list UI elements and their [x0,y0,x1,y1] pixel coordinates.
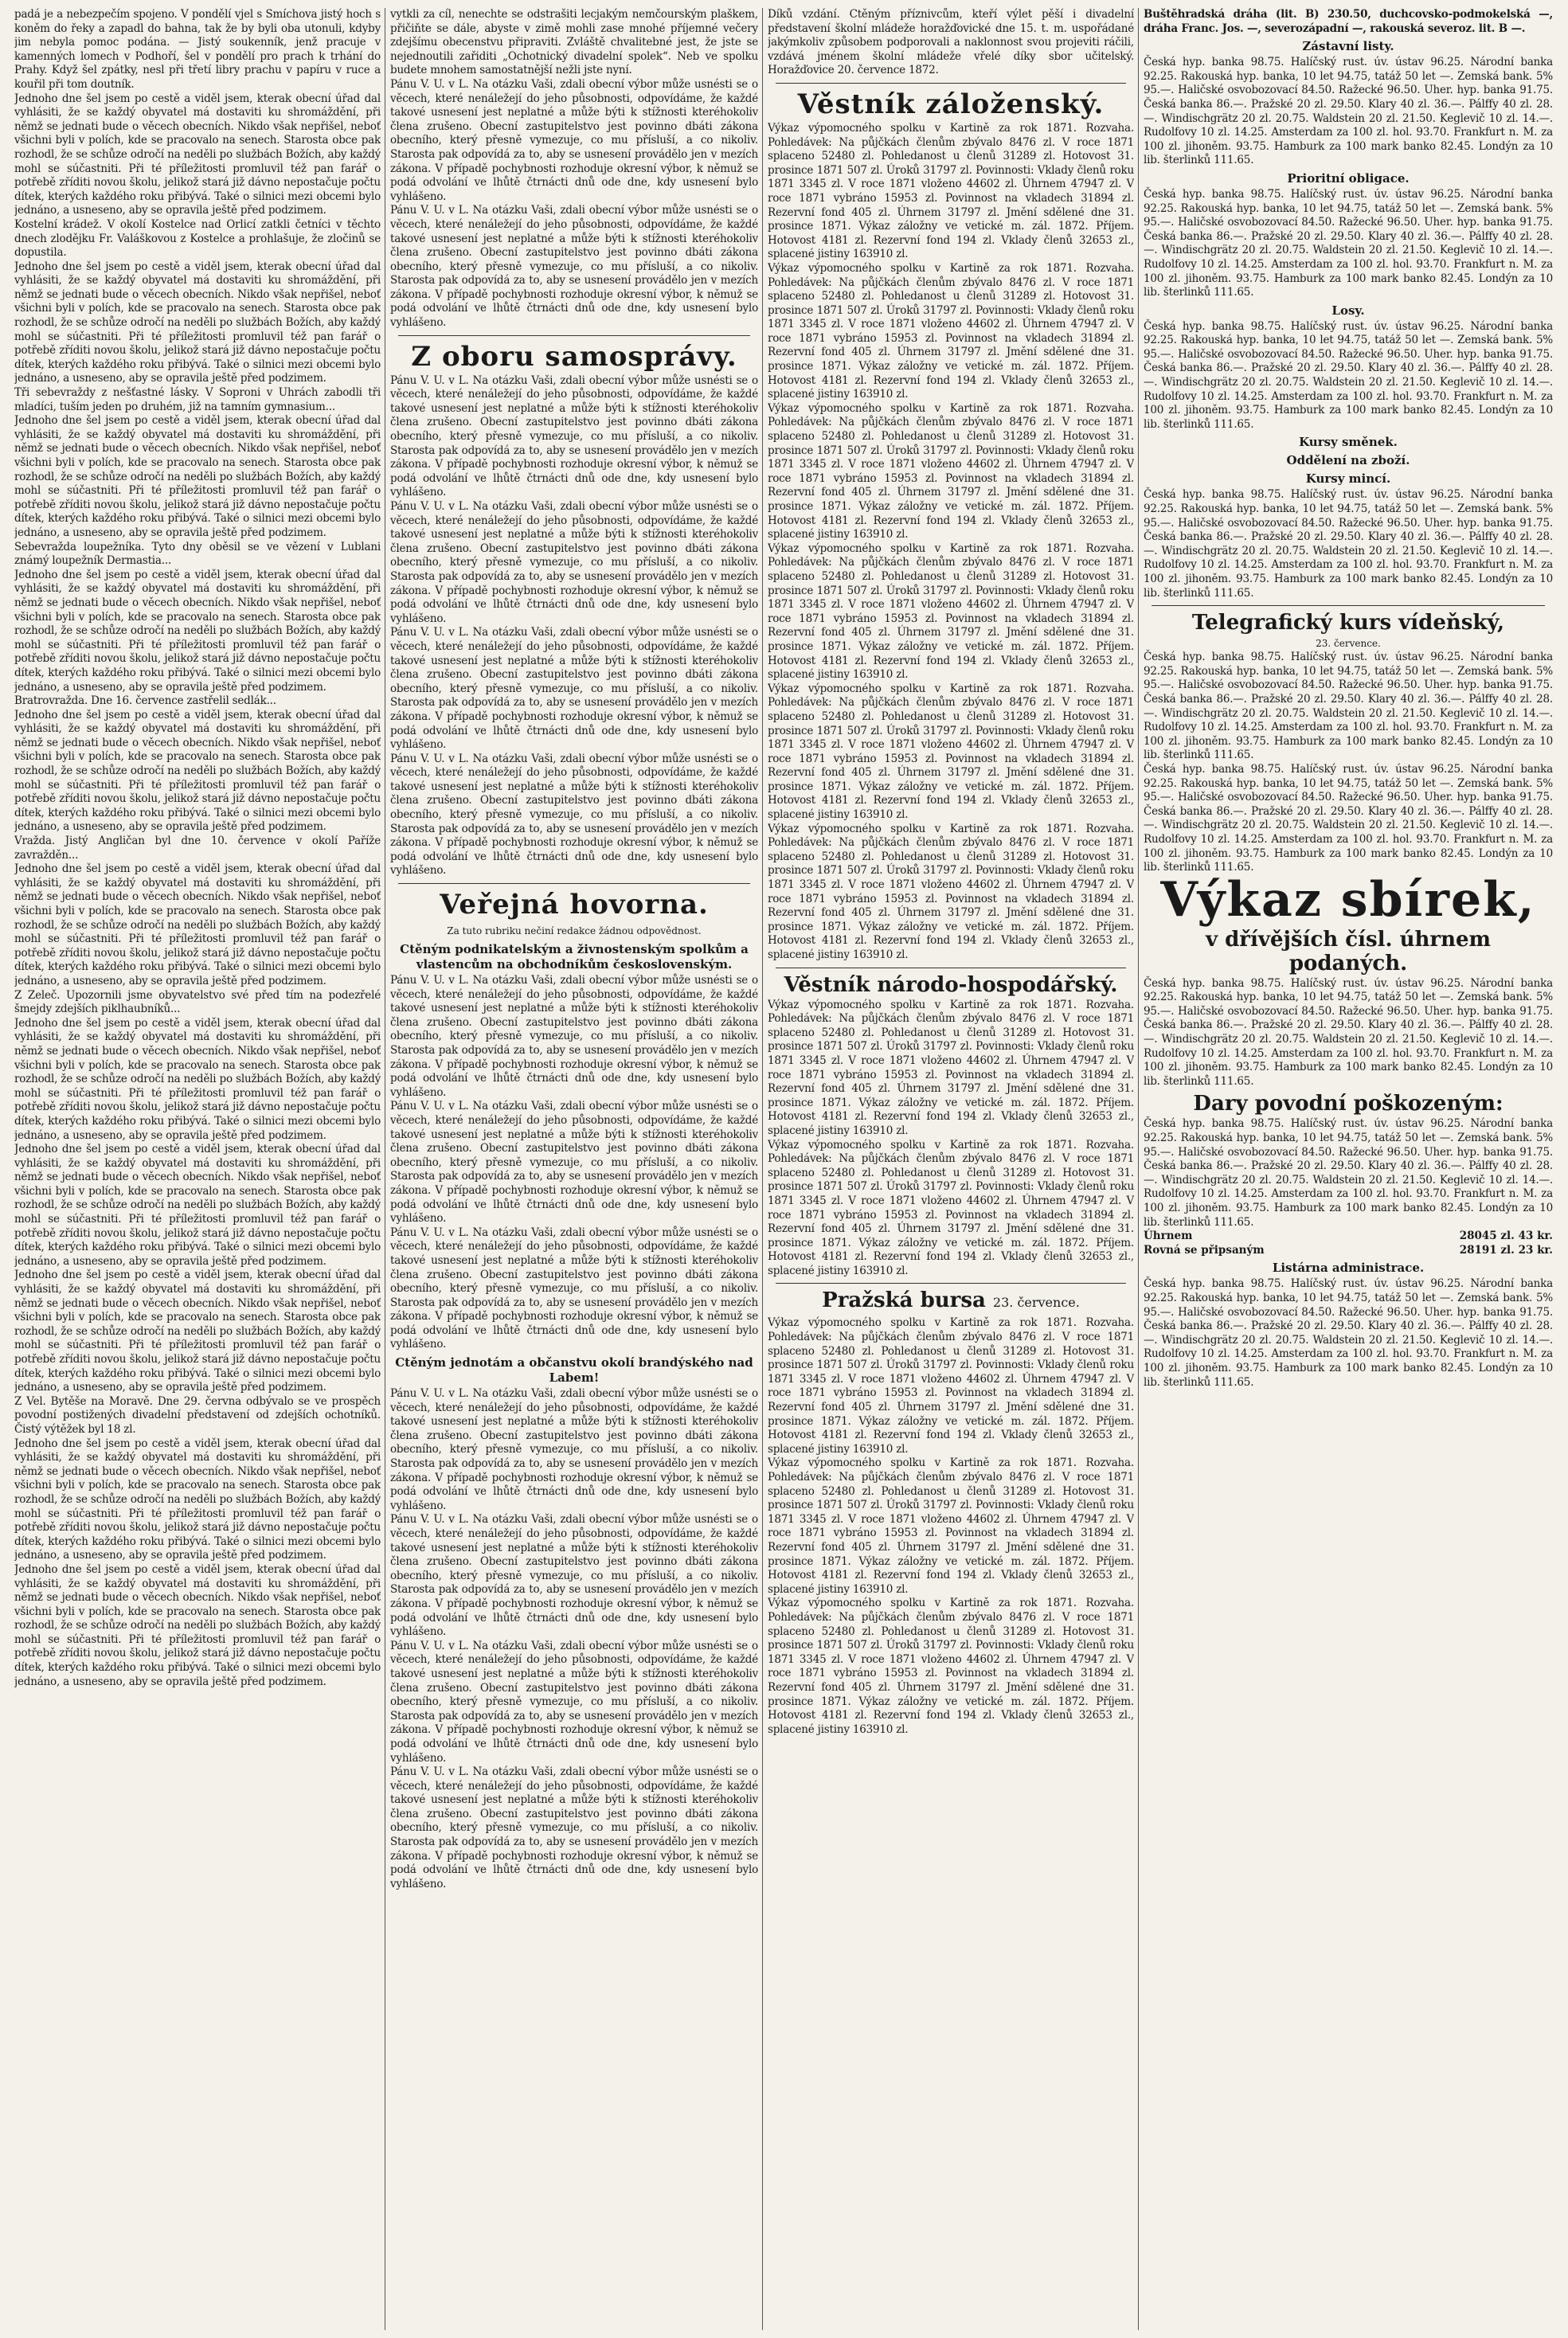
filler-text: Česká hyp. banka 98.75. Halíčský rust. úv. ústav 96.25. Národní banka 92.25. Rakouská hyp. banka, 10 let 94.75, tatáž 50 let —. Zemská bank. 5% 95.—. Haličské osvobozovací 84.50. Ražecké 96.50. Uher. hyp. banka 91.75. Česká banka 86.—. Pražské 20 zl. 29.50. Klary 40 zl. 36.—. Pálffy 40 zl. 28.—. Windischgrätz 20 zl. 20.75. Waldstein 20 zl. 21.50. Keglevič 10 zl. 14.—. Rudolfovy 10 zl. 14.25. Amsterdam za 100 zl. hol. 93.70. Frankfurt n. M. za 100 zl. jihoněm. 93.75. Hamburk za 100 mark banko 82.45. Londýn za 10 lib. šterlinků 111.65. [1144,319,1553,431]
subsection-heading: Zástavní listy. [1302,39,1394,54]
section-heading-zalozensky: Věstník záloženský. [797,88,1105,120]
filler-text: Jednoho dne šel jsem po cestě a viděl jsem, kterak obecní úřad dal vyhlásiti, že se každý obyvatel má dostaviti ku shromáždění, při němž se jednati bude o věcech obecních. Nikdo však nepřišel, neboť všichni byli v polích, kde se pracovalo na senech. Starosta obce pak rozhodl, že se schůze odročí na neděli po službách Božích, aby každý mohl se súčastniti. Při té příležitosti promluvil též pan farář o potřebě zříditi novou školu, jelikož stará již dávno nepostačuje počtu dítek, kterých každého roku přibývá. Také o silnici mezi obcemi bylo jednáno, a usneseno, aby se opravila ještě před podzimem. [14,1269,381,1394]
sum-row [1144,1244,1553,1258]
filler-text: Pánu V. U. v L. Na otázku Vaši, zdali obecní výbor může usnésti se o věcech, které nenáležejí do jeho působnosti, odpovídáme, že každé takové usnesení jest neplatné a může býti k stížnosti kteréhokoliv člena zrušeno. Obecní zastupitelstvo jest povinno dbáti zákona obecního, který přesně vymezuje, co mu přísluší, a co nikoliv. Starosta pak odpovídá za to, aby se usnesení provádělo jen v mezích zákona. V případě pochybnosti rozhoduje okresní výbor, k němuž se podá odvolání ve lhůtě čtrnácti dnů ode dne, kdy usnesení bylo vyhlášeno. [390,752,758,878]
column-3 [768,8,1134,2330]
filler-text: Výkaz výpomocného spolku v Kartině za rok 1871. Rozvaha. Pohledávek: Na půjčkách členům zbývalo 8476 zl. V roce 1871 splaceno 52480 zl. Pohledanost u členů 31289 zl. Hotovost 31. prosince 1871 507 zl. Úroků 31797 zl. Povinnosti: Vklady členů roku 1871 3345 zl. V roce 1871 vloženo 44602 zl. Úhrnem 47947 zl. V roce 1871 vybráno 15953 zl. Povinnost na vkladech 31894 zl. Rezervní fond 405 zl. Úhrnem 31797 zl. Jmění sdělené dne 31. prosince 1871. Výkaz záložny ve vetické m. zál. 1872. Příjem. Hotovost 4181 zl. Rezervní fond 194 zl. Vklady členů 32653 zl., splacené jistiny 163910 zl. [768,541,1134,682]
section-rule [776,83,1126,84]
subsection-heading: Prioritní obligace. [1287,170,1410,186]
bursa-date: 23. července. [992,1295,1080,1311]
filler-text: Jednoho dne šel jsem po cestě a viděl jsem, kterak obecní úřad dal vyhlásiti, že se každý obyvatel má dostaviti ku shromáždění, při němž se jednati bude o věcech obecních. Nikdo však nepřišel, neboť všichni byli v polích, kde se pracovalo na senech. Starosta obce pak rozhodl, že se schůze odročí na neděli po službách Božích, aby každý mohl se súčastniti. Při té příležitosti promluvil též pan farář o potřebě zříditi novou školu, jelikož stará již dávno nepostačuje počtu dítek, kterých každého roku přibývá. Také o silnici mezi obcemi bylo jednáno, a usneseno, aby se opravila ještě před podzimem. [14,568,381,694]
sum-label: Úhrnem [1144,1230,1193,1243]
article-text: Z Zeleč. Upozornili jsme obyvatelstvo své před tím na podezřelé šmejdy zdejších piklhaubníků... [14,988,381,1016]
filler-text: Výkaz výpomocného spolku v Kartině za rok 1871. Rozvaha. Pohledávek: Na půjčkách členům zbývalo 8476 zl. V roce 1871 splaceno 52480 zl. Pohledanost u členů 31289 zl. Hotovost 31. prosince 1871 507 zl. Úroků 31797 zl. Povinnosti: Vklady členů roku 1871 3345 zl. V roce 1871 vloženo 44602 zl. Úhrnem 47947 zl. V roce 1871 vybráno 15953 zl. Povinnost na vkladech 31894 zl. Rezervní fond 405 zl. Úhrnem 31797 zl. Jmění sdělené dne 31. prosince 1871. Výkaz záložny ve vetické m. zál. 1872. Příjem. Hotovost 4181 zl. Rezervní fond 194 zl. Vklady členů 32653 zl., splacené jistiny 163910 zl. [768,121,1134,261]
subsection-heading: Oddělení na zboží. [1286,453,1410,468]
filler-text: Pánu V. U. v L. Na otázku Vaši, zdali obecní výbor může usnésti se o věcech, které nenáležejí do jeho působnosti, odpovídáme, že každé takové usnesení jest neplatné a může býti k stížnosti kteréhokoliv člena zrušeno. Obecní zastupitelstvo jest povinno dbáti zákona obecního, který přesně vymezuje, co mu přísluší, a co nikoliv. Starosta pak odpovídá za to, aby se usnesení provádělo jen v mezích zákona. V případě pochybnosti rozhoduje okresní výbor, k němuž se podá odvolání ve lhůtě čtrnácti dnů ode dne, kdy usnesení bylo vyhlášeno. [390,1226,758,1351]
bursa-title: Pražská bursa [822,1288,986,1313]
filler-text: Jednoho dne šel jsem po cestě a viděl jsem, kterak obecní úřad dal vyhlásiti, že se každý obyvatel má dostaviti ku shromáždění, při němž se jednati bude o věcech obecních. Nikdo však nepřišel, neboť všichni byli v polích, kde se pracovalo na senech. Starosta obce pak rozhodl, že se schůze odročí na neděli po službách Božích, aby každý mohl se súčastniti. Při té příležitosti promluvil též pan farář o potřebě zříditi novou školu, jelikož stará již dávno nepostačuje počtu dítek, kterých každého roku přibývá. Také o silnici mezi obcemi bylo jednáno, a usneseno, aby se opravila ještě před podzimem. [14,1016,381,1142]
column-2 [390,8,758,2330]
section-subheading-vykaz: v dřívějších čísl. úhrnem podaných. [1205,927,1492,975]
article-text: vytkli za cíl, nenechte se odstrašiti lecjakým nemčourským plaškem, přičiňte se dále, abyste v zimě mohli zase mnohé příjemné večery zdejšímu obecenstvu připraviti. Zvláště chvalitebné jest, že jste se nejednoutili zařiditi „Ochotnický divadelní spolek“. Neb ve spolku budete mnohem samostatnější nežli jste nyní. [390,8,758,77]
section-heading-dary: Dary povodní poškozeným: [1193,1092,1503,1116]
filler-text: Jednoho dne šel jsem po cestě a viděl jsem, kterak obecní úřad dal vyhlásiti, že se každý obyvatel má dostaviti ku shromáždění, při němž se jednati bude o věcech obecních. Nikdo však nepřišel, neboť všichni byli v polích, kde se pracovalo na senech. Starosta obce pak rozhodl, že se schůze odročí na neděli po službách Božích, aby každý mohl se súčastniti. Při té příležitosti promluvil též pan farář o potřebě zříditi novou školu, jelikož stará již dávno nepostačuje počtu dítek, kterých každého roku přibývá. Také o silnici mezi obcemi bylo jednáno, a usneseno, aby se opravila ještě před podzimem. [14,1143,381,1268]
filler-text: Česká hyp. banka 98.75. Halíčský rust. úv. ústav 96.25. Národní banka 92.25. Rakouská hyp. banka, 10 let 94.75, tatáž 50 let —. Zemská bank. 5% 95.—. Haličské osvobozovací 84.50. Ražecké 96.50. Uher. hyp. banka 91.75. Česká banka 86.—. Pražské 20 zl. 29.50. Klary 40 zl. 36.—. Pálffy 40 zl. 28.—. Windischgrätz 20 zl. 20.75. Waldstein 20 zl. 21.50. Keglevič 10 zl. 14.—. Rudolfovy 10 zl. 14.25. Amsterdam za 100 zl. hol. 93.70. Frankfurt n. M. za 100 zl. jihoněm. 93.75. Hamburk za 100 mark banko 82.45. Londýn za 10 lib. šterlinků 111.65. [1144,56,1553,167]
filler-text: Jednoho dne šel jsem po cestě a viděl jsem, kterak obecní úřad dal vyhlásiti, že se každý obyvatel má dostaviti ku shromáždění, při němž se jednati bude o věcech obecních. Nikdo však nepřišel, neboť všichni byli v polích, kde se pracovalo na senech. Starosta obce pak rozhodl, že se schůze odročí na neděli po službách Božích, aby každý mohl se súčastniti. Při té příležitosti promluvil též pan farář o potřebě zříditi novou školu, jelikož stará již dávno nepostačuje počtu dítek, kterých každého roku přibývá. Také o silnici mezi obcemi bylo jednáno, a usneseno, aby se opravila ještě před podzimem. [14,708,381,834]
article-text: padá je a nebezpečím spojeno. V pondělí vjel s Smíchova jistý hoch s koněm do řeky a zapadl do bahna, tak že by byli oba utonuli, kdyby jim nebyla pomoc podána. — Jistý soukenník, jenž pracuje v kamenných lomech v Podhoří, šel v pondělí pro prach k trhání do Prahy. Když šel zpátky, nesl při třetí libry prachu v papíru v ruce a kouřil při tom doutník. [14,8,381,91]
article-text: Buštěhradská dráha (lit. B) 230.50, duchcovsko-podmokelská —, dráha Franc. Jos. —, severozápadní —, rakouská severoz. lit. B —. [1144,8,1553,35]
filler-text: Jednoho dne šel jsem po cestě a viděl jsem, kterak obecní úřad dal vyhlásiti, že se každý obyvatel má dostaviti ku shromáždění, při němž se jednati bude o věcech obecních. Nikdo však nepřišel, neboť všichni byli v polích, kde se pracovalo na senech. Starosta obce pak rozhodl, že se schůze odročí na neděli po službách Božích, aby každý mohl se súčastniti. Při té příležitosti promluvil též pan farář o potřebě zříditi novou školu, jelikož stará již dávno nepostačuje počtu dítek, kterých každého roku přibývá. Také o silnici mezi obcemi bylo jednáno, a usneseno, aby se opravila ještě před podzimem. [14,260,381,385]
filler-text: Pánu V. U. v L. Na otázku Vaši, zdali obecní výbor může usnésti se o věcech, které nenáležejí do jeho působnosti, odpovídáme, že každé takové usnesení jest neplatné a může býti k stížnosti kteréhokoliv člena zrušeno. Obecní zastupitelstvo jest povinno dbáti zákona obecního, který přesně vymezuje, co mu přísluší, a co nikoliv. Starosta pak odpovídá za to, aby se usnesení provádělo jen v mezích zákona. V případě pochybnosti rozhoduje okresní výbor, k němuž se podá odvolání ve lhůtě čtrnácti dnů ode dne, kdy usnesení bylo vyhlášeno. [390,1100,758,1226]
filler-text: Výkaz výpomocného spolku v Kartině za rok 1871. Rozvaha. Pohledávek: Na půjčkách členům zbývalo 8476 zl. V roce 1871 splaceno 52480 zl. Pohledanost u členů 31289 zl. Hotovost 31. prosince 1871 507 zl. Úroků 31797 zl. Povinnosti: Vklady členů roku 1871 3345 zl. V roce 1871 vloženo 44602 zl. Úhrnem 47947 zl. V roce 1871 vybráno 15953 zl. Povinnost na vkladech 31894 zl. Rezervní fond 405 zl. Úhrnem 31797 zl. Jmění sdělené dne 31. prosince 1871. Výkaz záložny ve vetické m. zál. 1872. Příjem. Hotovost 4181 zl. Rezervní fond 194 zl. Vklady členů 32653 zl., splacené jistiny 163910 zl. [768,1456,1134,1596]
filler-text: Jednoho dne šel jsem po cestě a viděl jsem, kterak obecní úřad dal vyhlásiti, že se každý obyvatel má dostaviti ku shromáždění, při němž se jednati bude o věcech obecních. Nikdo však nepřišel, neboť všichni byli v polích, kde se pracovalo na senech. Starosta obce pak rozhodl, že se schůze odročí na neděli po službách Božích, aby každý mohl se súčastniti. Při té příležitosti promluvil též pan farář o potřebě zříditi novou školu, jelikož stará již dávno nepostačuje počtu dítek, kterých každého roku přibývá. Také o silnici mezi obcemi bylo jednáno, a usneseno, aby se opravila ještě před podzimem. [14,862,381,987]
filler-text: Výkaz výpomocného spolku v Kartině za rok 1871. Rozvaha. Pohledávek: Na půjčkách členům zbývalo 8476 zl. V roce 1871 splaceno 52480 zl. Pohledanost u členů 31289 zl. Hotovost 31. prosince 1871 507 zl. Úroků 31797 zl. Povinnosti: Vklady členů roku 1871 3345 zl. V roce 1871 vloženo 44602 zl. Úhrnem 47947 zl. V roce 1871 vybráno 15953 zl. Povinnost na vkladech 31894 zl. Rezervní fond 405 zl. Úhrnem 31797 zl. Jmění sdělené dne 31. prosince 1871. Výkaz záložny ve vetické m. zál. 1872. Příjem. Hotovost 4181 zl. Rezervní fond 194 zl. Vklady členů 32653 zl., splacené jistiny 163910 zl. [768,998,1134,1137]
filler-text: Jednoho dne šel jsem po cestě a viděl jsem, kterak obecní úřad dal vyhlásiti, že se každý obyvatel má dostaviti ku shromáždění, při němž se jednati bude o věcech obecních. Nikdo však nepřišel, neboť všichni byli v polích, kde se pracovalo na senech. Starosta obce pak rozhodl, že se schůze odročí na neděli po službách Božích, aby každý mohl se súčastniti. Při té příležitosti promluvil též pan farář o potřebě zříditi novou školu, jelikož stará již dávno nepostačuje počtu dítek, kterých každého roku přibývá. Také o silnici mezi obcemi bylo jednáno, a usneseno, aby se opravila ještě před podzimem. [14,92,381,217]
filler-text: Výkaz výpomocného spolku v Kartině za rok 1871. Rozvaha. Pohledávek: Na půjčkách členům zbývalo 8476 zl. V roce 1871 splaceno 52480 zl. Pohledanost u členů 31289 zl. Hotovost 31. prosince 1871 507 zl. Úroků 31797 zl. Povinnosti: Vklady členů roku 1871 3345 zl. V roce 1871 vloženo 44602 zl. Úhrnem 47947 zl. V roce 1871 vybráno 15953 zl. Povinnost na vkladech 31894 zl. Rezervní fond 405 zl. Úhrnem 31797 zl. Jmění sdělené dne 31. prosince 1871. Výkaz záložny ve vetické m. zál. 1872. Příjem. Hotovost 4181 zl. Rezervní fond 194 zl. Vklady členů 32653 zl., splacené jistiny 163910 zl. [768,1597,1134,1736]
sum-value: 28045 zl. 43 kr. [1459,1230,1553,1243]
subsection-heading: Losy. [1331,303,1365,318]
subsection-heading: Listárna administrace. [1272,1261,1425,1276]
article-text: Tři sebevraždy z nešťastné lásky. V Soproni v Uhrách zabodli tři mladíci, tuším jeden po druhém, již na tamním gymnasium... [14,386,381,413]
column-4 [1144,8,1553,2330]
subsection-heading: Kursy směnek. [1299,435,1398,450]
section-rule [1152,605,1545,606]
filler-text: Česká hyp. banka 98.75. Halíčský rust. úv. ústav 96.25. Národní banka 92.25. Rakouská hyp. banka, 10 let 94.75, tatáž 50 let —. Zemská bank. 5% 95.—. Haličské osvobozovací 84.50. Ražecké 96.50. Uher. hyp. banka 91.75. Česká banka 86.—. Pražské 20 zl. 29.50. Klary 40 zl. 36.—. Pálffy 40 zl. 28.—. Windischgrätz 20 zl. 20.75. Waldstein 20 zl. 21.50. Keglevič 10 zl. 14.—. Rudolfovy 10 zl. 14.25. Amsterdam za 100 zl. hol. 93.70. Frankfurt n. M. za 100 zl. jihoněm. 93.75. Hamburk za 100 mark banko 82.45. Londýn za 10 lib. šterlinků 111.65. [1144,651,1553,762]
column-1 [14,8,381,2330]
filler-text: Výkaz výpomocného spolku v Kartině za rok 1871. Rozvaha. Pohledávek: Na půjčkách členům zbývalo 8476 zl. V roce 1871 splaceno 52480 zl. Pohledanost u členů 31289 zl. Hotovost 31. prosince 1871 507 zl. Úroků 31797 zl. Povinnosti: Vklady členů roku 1871 3345 zl. V roce 1871 vloženo 44602 zl. Úhrnem 47947 zl. V roce 1871 vybráno 15953 zl. Povinnost na vkladech 31894 zl. Rezervní fond 405 zl. Úhrnem 31797 zl. Jmění sdělené dne 31. prosince 1871. Výkaz záložny ve vetické m. zál. 1872. Příjem. Hotovost 4181 zl. Rezervní fond 194 zl. Vklady členů 32653 zl., splacené jistiny 163910 zl. [768,1316,1134,1456]
filler-text: Výkaz výpomocného spolku v Kartině za rok 1871. Rozvaha. Pohledávek: Na půjčkách členům zbývalo 8476 zl. V roce 1871 splaceno 52480 zl. Pohledanost u členů 31289 zl. Hotovost 31. prosince 1871 507 zl. Úroků 31797 zl. Povinnosti: Vklady členů roku 1871 3345 zl. V roce 1871 vloženo 44602 zl. Úhrnem 47947 zl. V roce 1871 vybráno 15953 zl. Povinnost na vkladech 31894 zl. Rezervní fond 405 zl. Úhrnem 31797 zl. Jmění sdělené dne 31. prosince 1871. Výkaz záložny ve vetické m. zál. 1872. Příjem. Hotovost 4181 zl. Rezervní fond 194 zl. Vklady členů 32653 zl., splacené jistiny 163910 zl. [768,682,1134,822]
filler-text: Česká hyp. banka 98.75. Halíčský rust. úv. ústav 96.25. Národní banka 92.25. Rakouská hyp. banka, 10 let 94.75, tatáž 50 let —. Zemská bank. 5% 95.—. Haličské osvobozovací 84.50. Ražecké 96.50. Uher. hyp. banka 91.75. Česká banka 86.—. Pražské 20 zl. 29.50. Klary 40 zl. 36.—. Pálffy 40 zl. 28.—. Windischgrätz 20 zl. 20.75. Waldstein 20 zl. 21.50. Keglevič 10 zl. 14.—. Rudolfovy 10 zl. 14.25. Amsterdam za 100 zl. hol. 93.70. Frankfurt n. M. za 100 zl. jihoněm. 93.75. Hamburk za 100 mark banko 82.45. Londýn za 10 lib. šterlinků 111.65. [1144,1117,1553,1229]
sum-row [1144,1230,1553,1244]
filler-text: Pánu V. U. v L. Na otázku Vaši, zdali obecní výbor může usnésti se o věcech, které nenáležejí do jeho působnosti, odpovídáme, že každé takové usnesení jest neplatné a může býti k stížnosti kteréhokoliv člena zrušeno. Obecní zastupitelstvo jest povinno dbáti zákona obecního, který přesně vymezuje, co mu přísluší, a co nikoliv. Starosta pak odpovídá za to, aby se usnesení provádělo jen v mezích zákona. V případě pochybnosti rozhoduje okresní výbor, k němuž se podá odvolání ve lhůtě čtrnácti dnů ode dne, kdy usnesení bylo vyhlášeno. [390,1513,758,1639]
article-text: Vražda. Jistý Angličan byl dne 10. července v okolí Paříže zavražděn... [14,835,381,862]
article-text: Sebevražda loupežníka. Tyto dny oběsil se ve vězení v Lublani známý loupežník Dermastia... [14,540,381,568]
section-heading-narodohosp: Věstník národo-hospodářský. [784,972,1118,997]
article-text: Bratrovražda. Dne 16. července zastřelil sedlák... [14,694,276,708]
article-text: Z Vel. Bytěše na Moravě. Dne 29. června odbývalo se ve prospěch povodní postižených divadelní představení od zdejších ochotníků. Čistý výtěžek byl 18 zl. [14,1394,381,1436]
filler-text: Výkaz výpomocného spolku v Kartině za rok 1871. Rozvaha. Pohledávek: Na půjčkách členům zbývalo 8476 zl. V roce 1871 splaceno 52480 zl. Pohledanost u členů 31289 zl. Hotovost 31. prosince 1871 507 zl. Úroků 31797 zl. Povinnosti: Vklady členů roku 1871 3345 zl. V roce 1871 vloženo 44602 zl. Úhrnem 47947 zl. V roce 1871 vybráno 15953 zl. Povinnost na vkladech 31894 zl. Rezervní fond 405 zl. Úhrnem 31797 zl. Jmění sdělené dne 31. prosince 1871. Výkaz záložny ve vetické m. zál. 1872. Příjem. Hotovost 4181 zl. Rezervní fond 194 zl. Vklady členů 32653 zl., splacené jistiny 163910 zl. [768,401,1134,541]
filler-text: Pánu V. U. v L. Na otázku Vaši, zdali obecní výbor může usnésti se o věcech, které nenáležejí do jeho působnosti, odpovídáme, že každé takové usnesení jest neplatné a může býti k stížnosti kteréhokoliv člena zrušeno. Obecní zastupitelstvo jest povinno dbáti zákona obecního, který přesně vymezuje, co mu přísluší, a co nikoliv. Starosta pak odpovídá za to, aby se usnesení provádělo jen v mezích zákona. V případě pochybnosti rozhoduje okresní výbor, k němuž se podá odvolání ve lhůtě čtrnácti dnů ode dne, kdy usnesení bylo vyhlášeno. [390,373,758,499]
section-heading-vykaz: Výkaz sbírek, [1160,871,1536,928]
filler-text: Výkaz výpomocného spolku v Kartině za rok 1871. Rozvaha. Pohledávek: Na půjčkách členům zbývalo 8476 zl. V roce 1871 splaceno 52480 zl. Pohledanost u členů 31289 zl. Hotovost 31. prosince 1871 507 zl. Úroků 31797 zl. Povinnosti: Vklady členů roku 1871 3345 zl. V roce 1871 vloženo 44602 zl. Úhrnem 47947 zl. V roce 1871 vybráno 15953 zl. Povinnost na vkladech 31894 zl. Rezervní fond 405 zl. Úhrnem 31797 zl. Jmění sdělené dne 31. prosince 1871. Výkaz záložny ve vetické m. zál. 1872. Příjem. Hotovost 4181 zl. Rezervní fond 194 zl. Vklady členů 32653 zl., splacené jistiny 163910 zl. [768,261,1134,401]
filler-text: Jednoho dne šel jsem po cestě a viděl jsem, kterak obecní úřad dal vyhlásiti, že se každý obyvatel má dostaviti ku shromáždění, při němž se jednati bude o věcech obecních. Nikdo však nepřišel, neboť všichni byli v polích, kde se pracovalo na senech. Starosta obce pak rozhodl, že se schůze odročí na neděli po službách Božích, aby každý mohl se súčastniti. Při té příležitosti promluvil též pan farář o potřebě zříditi novou školu, jelikož stará již dávno nepostačuje počtu dítek, kterých každého roku přibývá. Také o silnici mezi obcemi bylo jednáno, a usneseno, aby se opravila ještě před podzimem. [14,1562,381,1688]
section-heading-hovorna: Veřejná hovorna. [440,889,709,921]
filler-text: Výkaz výpomocného spolku v Kartině za rok 1871. Rozvaha. Pohledávek: Na půjčkách členům zbývalo 8476 zl. V roce 1871 splaceno 52480 zl. Pohledanost u členů 31289 zl. Hotovost 31. prosince 1871 507 zl. Úroků 31797 zl. Povinnosti: Vklady členů roku 1871 3345 zl. V roce 1871 vloženo 44602 zl. Úhrnem 47947 zl. V roce 1871 vybráno 15953 zl. Povinnost na vkladech 31894 zl. Rezervní fond 405 zl. Úhrnem 31797 zl. Jmění sdělené dne 31. prosince 1871. Výkaz záložny ve vetické m. zál. 1872. Příjem. Hotovost 4181 zl. Rezervní fond 194 zl. Vklady členů 32653 zl., splacené jistiny 163910 zl. [768,1138,1134,1277]
filler-text: Jednoho dne šel jsem po cestě a viděl jsem, kterak obecní úřad dal vyhlásiti, že se každý obyvatel má dostaviti ku shromáždění, při němž se jednati bude o věcech obecních. Nikdo však nepřišel, neboť všichni byli v polích, kde se pracovalo na senech. Starosta obce pak rozhodl, že se schůze odročí na neděli po službách Božích, aby každý mohl se súčastniti. Při té příležitosti promluvil též pan farář o potřebě zříditi novou školu, jelikož stará již dávno nepostačuje počtu dítek, kterých každého roku přibývá. Také o silnici mezi obcemi bylo jednáno, a usneseno, aby se opravila ještě před podzimem. [14,1437,381,1562]
section-heading-samosprava: Z oboru samosprávy. [411,340,737,373]
filler-text: Česká hyp. banka 98.75. Halíčský rust. úv. ústav 96.25. Národní banka 92.25. Rakouská hyp. banka, 10 let 94.75, tatáž 50 let —. Zemská bank. 5% 95.—. Haličské osvobozovací 84.50. Ražecké 96.50. Uher. hyp. banka 91.75. Česká banka 86.—. Pražské 20 zl. 29.50. Klary 40 zl. 36.—. Pálffy 40 zl. 28.—. Windischgrätz 20 zl. 20.75. Waldstein 20 zl. 21.50. Keglevič 10 zl. 14.—. Rudolfovy 10 zl. 14.25. Amsterdam za 100 zl. hol. 93.70. Frankfurt n. M. za 100 zl. jihoněm. 93.75. Hamburk za 100 mark banko 82.45. Londýn za 10 lib. šterlinků 111.65. [1144,976,1553,1088]
filler-text: Pánu V. U. v L. Na otázku Vaši, zdali obecní výbor může usnésti se o věcech, které nenáležejí do jeho působnosti, odpovídáme, že každé takové usnesení jest neplatné a může býti k stížnosti kteréhokoliv člena zrušeno. Obecní zastupitelstvo jest povinno dbáti zákona obecního, který přesně vymezuje, co mu přísluší, a co nikoliv. Starosta pak odpovídá za to, aby se usnesení provádělo jen v mezích zákona. V případě pochybnosti rozhoduje okresní výbor, k němuž se podá odvolání ve lhůtě čtrnácti dnů ode dne, kdy usnesení bylo vyhlášeno. [390,626,758,752]
filler-text: Jednoho dne šel jsem po cestě a viděl jsem, kterak obecní úřad dal vyhlásiti, že se každý obyvatel má dostaviti ku shromáždění, při němž se jednati bude o věcech obecních. Nikdo však nepřišel, neboť všichni byli v polích, kde se pracovalo na senech. Starosta obce pak rozhodl, že se schůze odročí na neděli po službách Božích, aby každý mohl se súčastniti. Při té příležitosti promluvil též pan farář o potřebě zříditi novou školu, jelikož stará již dávno nepostačuje počtu dítek, kterých každého roku přibývá. Také o silnici mezi obcemi bylo jednáno, a usneseno, aby se opravila ještě před podzimem. [14,414,381,539]
subsection-heading: Kursy mincí. [1305,471,1391,487]
section-note: Za tuto rubriku nečiní redakce žádnou odpovědnost. [447,925,702,937]
filler-text: Pánu V. U. v L. Na otázku Vaši, zdali obecní výbor může usnésti se o věcech, které nenáležejí do jeho působnosti, odpovídáme, že každé takové usnesení jest neplatné a může býti k stížnosti kteréhokoliv člena zrušeno. Obecní zastupitelstvo jest povinno dbáti zákona obecního, který přesně vymezuje, co mu přísluší, a co nikoliv. Starosta pak odpovídá za to, aby se usnesení provádělo jen v mezích zákona. V případě pochybnosti rozhoduje okresní výbor, k němuž se podá odvolání ve lhůtě čtrnácti dnů ode dne, kdy usnesení bylo vyhlášeno. [390,204,758,330]
article-text: Díků vzdání. Ctěným příznivcům, kteří výlet pěší i divadelní představení školní mládeže horažďovické dne 15. t. m. uspořádané jakýmkoliv způsobem podporovali a naklonnost svou projeviti ráčili, vzdává jménem školní mládeže vřelé díky sbor učitelský. Horažďovice 20. července 1872. [768,8,1134,77]
filler-text: Česká hyp. banka 98.75. Halíčský rust. úv. ústav 96.25. Národní banka 92.25. Rakouská hyp. banka, 10 let 94.75, tatáž 50 let —. Zemská bank. 5% 95.—. Haličské osvobozovací 84.50. Ražecké 96.50. Uher. hyp. banka 91.75. Česká banka 86.—. Pražské 20 zl. 29.50. Klary 40 zl. 36.—. Pálffy 40 zl. 28.—. Windischgrätz 20 zl. 20.75. Waldstein 20 zl. 21.50. Keglevič 10 zl. 14.—. Rudolfovy 10 zl. 14.25. Amsterdam za 100 zl. hol. 93.70. Frankfurt n. M. za 100 zl. jihoněm. 93.75. Hamburk za 100 mark banko 82.45. Londýn za 10 lib. šterlinků 111.65. [1144,1277,1553,1389]
filler-text: Pánu V. U. v L. Na otázku Vaši, zdali obecní výbor může usnésti se o věcech, které nenáležejí do jeho působnosti, odpovídáme, že každé takové usnesení jest neplatné a může býti k stížnosti kteréhokoliv člena zrušeno. Obecní zastupitelstvo jest povinno dbáti zákona obecního, který přesně vymezuje, co mu přísluší, a co nikoliv. Starosta pak odpovídá za to, aby se usnesení provádělo jen v mezích zákona. V případě pochybnosti rozhoduje okresní výbor, k němuž se podá odvolání ve lhůtě čtrnácti dnů ode dne, kdy usnesení bylo vyhlášeno. [390,1639,758,1765]
filler-text: Pánu V. U. v L. Na otázku Vaši, zdali obecní výbor může usnésti se o věcech, které nenáležejí do jeho působnosti, odpovídáme, že každé takové usnesení jest neplatné a může býti k stížnosti kteréhokoliv člena zrušeno. Obecní zastupitelstvo jest povinno dbáti zákona obecního, který přesně vymezuje, co mu přísluší, a co nikoliv. Starosta pak odpovídá za to, aby se usnesení provádělo jen v mezích zákona. V případě pochybnosti rozhoduje okresní výbor, k němuž se podá odvolání ve lhůtě čtrnácti dnů ode dne, kdy usnesení bylo vyhlášeno. [390,974,758,1099]
subsection-heading: Ctěným podnikatelským a živnostenským spolkům a vlastencům na obchodníkům československým. [400,942,749,972]
subsection-heading: Ctěným jednotám a občanstvu okolí brandýského nad Labem! [395,1355,753,1386]
column-divider [762,8,763,2330]
section-rule [398,335,750,336]
filler-text: Česká hyp. banka 98.75. Halíčský rust. úv. ústav 96.25. Národní banka 92.25. Rakouská hyp. banka, 10 let 94.75, tatáž 50 let —. Zemská bank. 5% 95.—. Haličské osvobozovací 84.50. Ražecké 96.50. Uher. hyp. banka 91.75. Česká banka 86.—. Pražské 20 zl. 29.50. Klary 40 zl. 36.—. Pálffy 40 zl. 28.—. Windischgrätz 20 zl. 20.75. Waldstein 20 zl. 21.50. Keglevič 10 zl. 14.—. Rudolfovy 10 zl. 14.25. Amsterdam za 100 zl. hol. 93.70. Frankfurt n. M. za 100 zl. jihoněm. 93.75. Hamburk za 100 mark banko 82.45. Londýn za 10 lib. šterlinků 111.65. [1144,762,1553,874]
filler-text: Výkaz výpomocného spolku v Kartině za rok 1871. Rozvaha. Pohledávek: Na půjčkách členům zbývalo 8476 zl. V roce 1871 splaceno 52480 zl. Pohledanost u členů 31289 zl. Hotovost 31. prosince 1871 507 zl. Úroků 31797 zl. Povinnosti: Vklady členů roku 1871 3345 zl. V roce 1871 vloženo 44602 zl. Úhrnem 47947 zl. V roce 1871 vybráno 15953 zl. Povinnost na vkladech 31894 zl. Rezervní fond 405 zl. Úhrnem 31797 zl. Jmění sdělené dne 31. prosince 1871. Výkaz záložny ve vetické m. zál. 1872. Příjem. Hotovost 4181 zl. Rezervní fond 194 zl. Vklady členů 32653 zl., splacené jistiny 163910 zl. [768,822,1134,961]
column-divider [1138,8,1139,2330]
sum-value: 28191 zl. 23 kr. [1459,1243,1553,1257]
article-text: Kostelní krádež. V okolí Kostelce nad Orlicí zatkli četníci v těchto dnech zlodějku Fr. Valáškovou z Kostelce a prohlašuje, že zločinů se dopustila. [14,217,381,260]
telegraf-date: 23. července. [1316,638,1381,650]
section-rule [398,883,750,884]
filler-text: Pánu V. U. v L. Na otázku Vaši, zdali obecní výbor může usnésti se o věcech, které nenáležejí do jeho působnosti, odpovídáme, že každé takové usnesení jest neplatné a může býti k stížnosti kteréhokoliv člena zrušeno. Obecní zastupitelstvo jest povinno dbáti zákona obecního, který přesně vymezuje, co mu přísluší, a co nikoliv. Starosta pak odpovídá za to, aby se usnesení provádělo jen v mezích zákona. V případě pochybnosti rozhoduje okresní výbor, k němuž se podá odvolání ve lhůtě čtrnácti dnů ode dne, kdy usnesení bylo vyhlášeno. [390,1765,758,1890]
section-heading-bursa [768,1288,1134,1315]
section-heading-telegraf: Telegrafický kurs vídeňský, [1191,611,1505,635]
filler-text: Česká hyp. banka 98.75. Halíčský rust. úv. ústav 96.25. Národní banka 92.25. Rakouská hyp. banka, 10 let 94.75, tatáž 50 let —. Zemská bank. 5% 95.—. Haličské osvobozovací 84.50. Ražecké 96.50. Uher. hyp. banka 91.75. Česká banka 86.—. Pražské 20 zl. 29.50. Klary 40 zl. 36.—. Pálffy 40 zl. 28.—. Windischgrätz 20 zl. 20.75. Waldstein 20 zl. 21.50. Keglevič 10 zl. 14.—. Rudolfovy 10 zl. 14.25. Amsterdam za 100 zl. hol. 93.70. Frankfurt n. M. za 100 zl. jihoněm. 93.75. Hamburk za 100 mark banko 82.45. Londýn za 10 lib. šterlinků 111.65. [1144,187,1553,299]
filler-text: Pánu V. U. v L. Na otázku Vaši, zdali obecní výbor může usnésti se o věcech, které nenáležejí do jeho působnosti, odpovídáme, že každé takové usnesení jest neplatné a může býti k stížnosti kteréhokoliv člena zrušeno. Obecní zastupitelstvo jest povinno dbáti zákona obecního, který přesně vymezuje, co mu přísluší, a co nikoliv. Starosta pak odpovídá za to, aby se usnesení provádělo jen v mezích zákona. V případě pochybnosti rozhoduje okresní výbor, k němuž se podá odvolání ve lhůtě čtrnácti dnů ode dne, kdy usnesení bylo vyhlášeno. [390,1387,758,1512]
filler-text: Pánu V. U. v L. Na otázku Vaši, zdali obecní výbor může usnésti se o věcech, které nenáležejí do jeho působnosti, odpovídáme, že každé takové usnesení jest neplatné a může býti k stížnosti kteréhokoliv člena zrušeno. Obecní zastupitelstvo jest povinno dbáti zákona obecního, který přesně vymezuje, co mu přísluší, a co nikoliv. Starosta pak odpovídá za to, aby se usnesení provádělo jen v mezích zákona. V případě pochybnosti rozhoduje okresní výbor, k němuž se podá odvolání ve lhůtě čtrnácti dnů ode dne, kdy usnesení bylo vyhlášeno. [390,500,758,625]
sum-label: Rovná se připsaným [1144,1243,1265,1257]
filler-text: Pánu V. U. v L. Na otázku Vaši, zdali obecní výbor může usnésti se o věcech, které nenáležejí do jeho působnosti, odpovídáme, že každé takové usnesení jest neplatné a může býti k stížnosti kteréhokoliv člena zrušeno. Obecní zastupitelstvo jest povinno dbáti zákona obecního, který přesně vymezuje, co mu přísluší, a co nikoliv. Starosta pak odpovídá za to, aby se usnesení provádělo jen v mezích zákona. V případě pochybnosti rozhoduje okresní výbor, k němuž se podá odvolání ve lhůtě čtrnácti dnů ode dne, kdy usnesení bylo vyhlášeno. [390,77,758,203]
section-rule [776,1283,1126,1284]
filler-text: Česká hyp. banka 98.75. Halíčský rust. úv. ústav 96.25. Národní banka 92.25. Rakouská hyp. banka, 10 let 94.75, tatáž 50 let —. Zemská bank. 5% 95.—. Haličské osvobozovací 84.50. Ražecké 96.50. Uher. hyp. banka 91.75. Česká banka 86.—. Pražské 20 zl. 29.50. Klary 40 zl. 36.—. Pálffy 40 zl. 28.—. Windischgrätz 20 zl. 20.75. Waldstein 20 zl. 21.50. Keglevič 10 zl. 14.—. Rudolfovy 10 zl. 14.25. Amsterdam za 100 zl. hol. 93.70. Frankfurt n. M. za 100 zl. jihoněm. 93.75. Hamburk za 100 mark banko 82.45. Londýn za 10 lib. šterlinků 111.65. [1144,488,1553,600]
